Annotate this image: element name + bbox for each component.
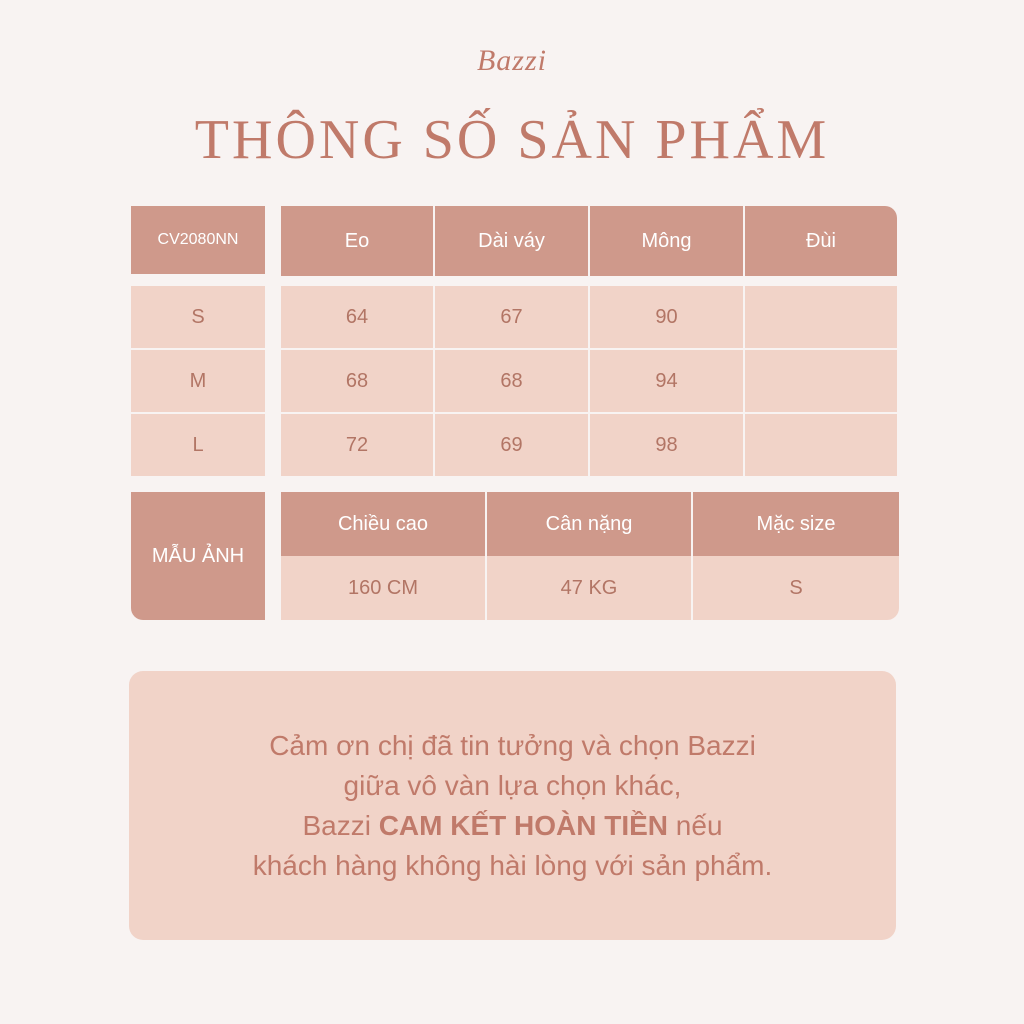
brand-logo: Bazzi <box>476 44 547 77</box>
cell-l-dui <box>745 414 897 476</box>
model-label: MẪU ẢNH <box>131 492 265 620</box>
model-height-value: 160 CM <box>281 556 487 620</box>
size-label-l: L <box>131 414 265 476</box>
page-title: THÔNG SỐ SẢN PHẨM <box>194 109 830 171</box>
cell-s-eo: 64 <box>281 286 435 350</box>
cell-m-mong: 94 <box>590 350 745 414</box>
size-label-s: S <box>131 286 265 350</box>
cell-l-dai-vay: 69 <box>435 414 590 476</box>
product-code: CV2080NN <box>131 206 265 274</box>
size-label-m: M <box>131 350 265 414</box>
message-line-3-post: nếu <box>668 810 723 841</box>
model-header-size: Mặc size <box>693 492 899 556</box>
cell-m-dai-vay: 68 <box>435 350 590 414</box>
guarantee-message-box <box>129 671 896 940</box>
message-line-3-pre: Bazzi <box>302 810 379 841</box>
cell-s-dai-vay: 67 <box>435 286 590 350</box>
model-header-height: Chiều cao <box>281 492 487 556</box>
col-header-eo: Eo <box>281 206 435 276</box>
model-header-weight: Cân nặng <box>487 492 693 556</box>
cell-m-eo: 68 <box>281 350 435 414</box>
model-weight-value: 47 KG <box>487 556 693 620</box>
cell-s-dui <box>745 286 897 350</box>
cell-l-eo: 72 <box>281 414 435 476</box>
message-line-2: giữa vô vàn lựa chọn khác, <box>343 770 682 801</box>
col-header-dai-vay: Dài váy <box>435 206 590 276</box>
message-line-3 <box>129 806 896 846</box>
col-header-mong: Mông <box>590 206 745 276</box>
cell-m-dui <box>745 350 897 414</box>
model-size-value: S <box>693 556 899 620</box>
cell-l-mong: 98 <box>590 414 745 476</box>
message-line-4: khách hàng không hài lòng với sản phẩm. <box>252 850 773 881</box>
cell-s-mong: 90 <box>590 286 745 350</box>
col-header-dui: Đùi <box>745 206 897 276</box>
refund-commitment-text: CAM KẾT HOÀN TIỀN <box>378 810 669 841</box>
message-line-1: Cảm ơn chị đã tin tưởng và chọn Bazzi <box>269 730 756 761</box>
